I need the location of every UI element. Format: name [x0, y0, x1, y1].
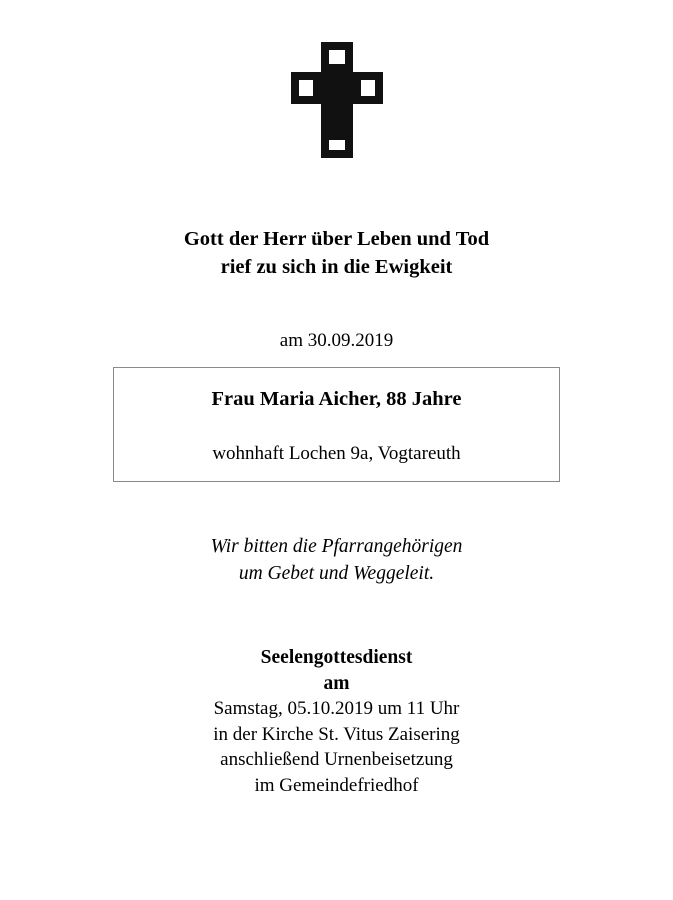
cross-inner-cut-top-left — [299, 50, 313, 64]
service-title: Seelengottesdienst — [260, 647, 413, 668]
headline-line-1: Gott der Herr über Leben und Tod — [183, 228, 490, 250]
prayer-request-line-1: Wir bitten die Pfarrangehörigen — [210, 536, 463, 557]
service-line-4: im Gemeindefriedhof — [254, 774, 419, 796]
prayer-request — [0, 533, 673, 587]
cross-inner-cut-top-right — [361, 50, 375, 64]
prayer-request-line-2: um Gebet und Weggeleit. — [238, 563, 435, 584]
service-line-2: in der Kirche St. Vitus Zaisering — [213, 723, 460, 745]
cross-inner-cut-top — [329, 50, 345, 64]
service-line-3: anschließend Urnenbeisetzung — [220, 749, 453, 770]
cross-inner-cut-bottom-right — [361, 112, 375, 126]
christian-cross-icon — [291, 42, 383, 158]
deceased-name: Frau Maria Aicher, 88 Jahre — [211, 388, 462, 410]
headline-line-2: rief zu sich in die Ewigkeit — [220, 256, 453, 278]
headline — [0, 225, 673, 281]
service-line-1: Samstag, 05.10.2019 um 11 Uhr — [213, 698, 460, 719]
death-date: am 30.09.2019 — [279, 330, 394, 351]
cross-inner-cut-bottom-left — [299, 112, 313, 126]
cross-inner-cut-mid-right — [361, 80, 375, 96]
service-at-label: am — [323, 672, 350, 694]
cross-inner-cut-mid-left — [299, 80, 313, 96]
cross-inner-cut-bottom — [329, 140, 345, 150]
memorial-service-block — [0, 645, 673, 798]
deceased-residence: wohnhaft Lochen 9a, Vogtareuth — [212, 443, 461, 464]
deceased-info-box — [113, 367, 560, 482]
cross-icon-container — [0, 42, 673, 158]
